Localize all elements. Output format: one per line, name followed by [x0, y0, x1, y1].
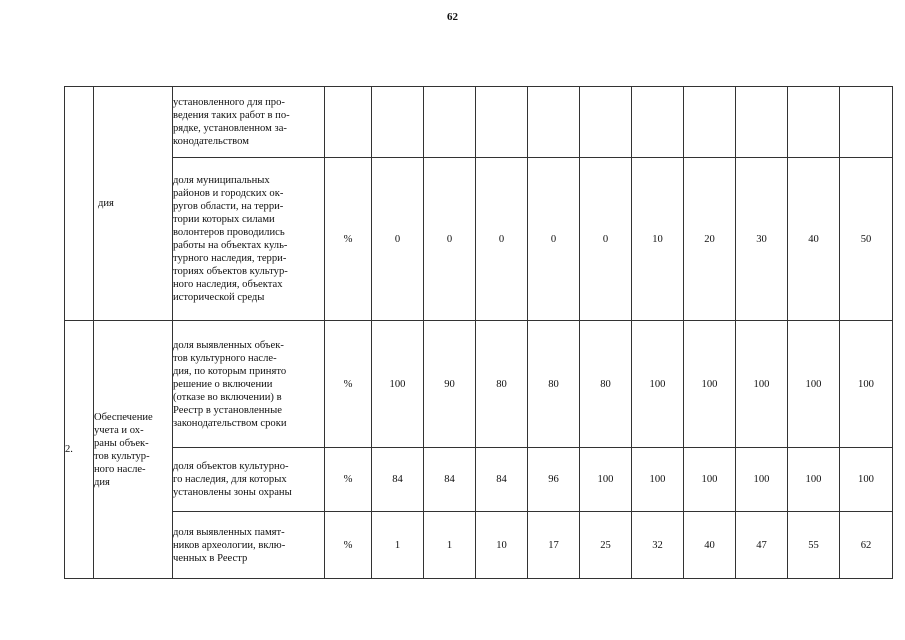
value-cell: 100 — [788, 448, 840, 512]
value-cell — [580, 87, 632, 158]
value-cell: 90 — [424, 321, 476, 448]
value-cell — [424, 87, 476, 158]
value-cell: 47 — [736, 512, 788, 579]
value-cell: 30 — [736, 158, 788, 321]
value-cell: 100 — [632, 321, 684, 448]
indicator-name — [173, 448, 325, 512]
value-cell: 1 — [424, 512, 476, 579]
value-cell: 62 — [840, 512, 893, 579]
page-number: 62 — [447, 11, 458, 23]
indicator-text: доля муниципальных районов и городских ок- ругов области, на терри- тории которых силами волонтеров проводились работы на объектах куль- турного наследия, терри- ториях объектов культур- ного наследия, объектах исторической среды — [173, 175, 288, 303]
unit-cell: % — [325, 448, 372, 512]
value-cell: 100 — [788, 321, 840, 448]
value-cell: 0 — [528, 158, 580, 321]
indicator-text: доля выявленных памят- ников археологии, вклю- ченных в Реестр — [173, 526, 286, 564]
unit-cell: % — [325, 158, 372, 321]
value-cell — [476, 87, 528, 158]
indicator-text: доля объектов культурно- го наследия, для которых установлены зоны охраны — [173, 461, 292, 498]
row-number — [65, 87, 94, 321]
indicator-text: доля выявленных объек- тов культурного насле- дия, по которым принято решение о включении (отказе во включении) в Реестр в установленные законодательством сроки — [173, 339, 287, 429]
value-cell: 10 — [632, 158, 684, 321]
value-cell: 84 — [372, 448, 424, 512]
value-cell — [684, 87, 736, 158]
value-cell: 100 — [684, 321, 736, 448]
value-cell: 100 — [840, 448, 893, 512]
unit-cell — [325, 87, 372, 158]
value-cell: 80 — [580, 321, 632, 448]
value-cell — [528, 87, 580, 158]
value-cell: 80 — [476, 321, 528, 448]
value-cell: 100 — [684, 448, 736, 512]
value-cell — [788, 87, 840, 158]
table-row — [65, 158, 893, 321]
value-cell: 80 — [528, 321, 580, 448]
task-name-text: дия — [98, 198, 114, 209]
indicator-text: установленного для про- ведения таких работ в по- рядке, установленном за- конодательством — [173, 97, 290, 147]
task-name — [94, 87, 173, 321]
indicator-name — [173, 512, 325, 579]
table-row — [65, 321, 893, 448]
value-cell: 32 — [632, 512, 684, 579]
value-cell: 96 — [528, 448, 580, 512]
value-cell: 0 — [580, 158, 632, 321]
value-cell: 10 — [476, 512, 528, 579]
task-name-text: Обеспечение учета и ох- раны объек- тов культур- ного насле- дия — [94, 411, 153, 488]
value-cell: 17 — [528, 512, 580, 579]
value-cell: 0 — [476, 158, 528, 321]
value-cell: 55 — [788, 512, 840, 579]
value-cell: 40 — [788, 158, 840, 321]
value-cell: 20 — [684, 158, 736, 321]
value-cell: 25 — [580, 512, 632, 579]
value-cell: 100 — [736, 448, 788, 512]
value-cell: 50 — [840, 158, 893, 321]
value-cell: 40 — [684, 512, 736, 579]
table-row — [65, 512, 893, 579]
value-cell: 84 — [476, 448, 528, 512]
table-row — [65, 448, 893, 512]
row-number: 2. — [65, 321, 94, 579]
value-cell — [840, 87, 893, 158]
value-cell: 100 — [580, 448, 632, 512]
value-cell — [372, 87, 424, 158]
unit-cell: % — [325, 321, 372, 448]
value-cell: 100 — [840, 321, 893, 448]
indicator-name — [173, 158, 325, 321]
value-cell: 84 — [424, 448, 476, 512]
indicators-table — [64, 86, 893, 579]
value-cell: 0 — [424, 158, 476, 321]
unit-cell: % — [325, 512, 372, 579]
value-cell — [632, 87, 684, 158]
task-name — [94, 321, 173, 579]
value-cell: 100 — [372, 321, 424, 448]
value-cell: 100 — [632, 448, 684, 512]
indicator-name — [173, 321, 325, 448]
value-cell: 0 — [372, 158, 424, 321]
value-cell: 1 — [372, 512, 424, 579]
value-cell: 100 — [736, 321, 788, 448]
indicator-name — [173, 87, 325, 158]
value-cell — [736, 87, 788, 158]
table-row — [65, 87, 893, 158]
